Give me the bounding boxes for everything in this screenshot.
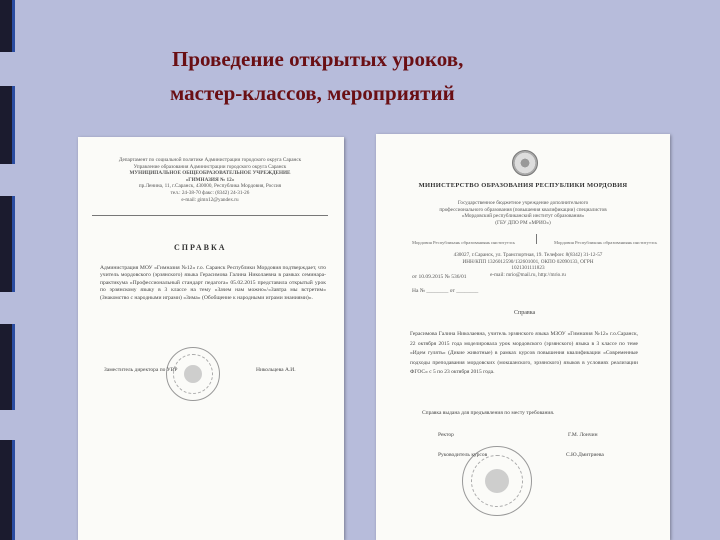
doc2-columns: Мордовия Республикань образованиянь институтэсь	[412, 240, 516, 245]
doc2-columns-right: Мордовия Республиконь образованиянь институтэсь	[554, 240, 658, 245]
doc2-address-line: 430027, г.Саранск, ул. Транспортная, 19. Телефон: 8(8342) 31-12-57	[453, 252, 603, 258]
doc2-sign1-title: Ректор	[438, 432, 454, 438]
doc2-institution-line: «Мордовский республиканский институт образования»	[461, 213, 585, 220]
doc1-divider	[92, 215, 328, 216]
side-bar-1	[0, 0, 15, 52]
doc2-institution-line: профессионального образования (повышения квалификации) специалистов	[439, 206, 607, 213]
side-bar-4	[0, 324, 15, 410]
doc2-title: Справка	[514, 310, 536, 316]
slide-title	[150, 42, 630, 112]
doc1-stamp	[166, 347, 220, 401]
doc2-footer: Справка выдана для предъявления по месту требования.	[422, 410, 555, 416]
side-bar-2	[0, 86, 15, 164]
side-bar-5	[0, 440, 15, 540]
doc2-column-divider	[536, 234, 537, 244]
doc2-date-line: от 10.09.2015 № 536/01	[412, 274, 467, 280]
doc1-header	[92, 157, 328, 203]
doc1-header-line: e-mail: gimn12@yandex.ru	[181, 196, 239, 203]
doc1-body: Администрация МОУ «Гимназия №12» г.о. Саранск Республики Мордовия подтверждает, что учитель мордовского (эрзянского) языка Герасимова Галина Николаевна в рамках семинара-практикума «Профессиональный стандарт педагога» 05.02.2015 представила открытый урок по эрзянскому языку в 3 классе на тему «Зачем нам можно»/«Завтра мы встретим» (Знакомство с народными играми) «Зима» (Обобщение к народными играми знаниями)».	[100, 265, 326, 301]
slide-title-line2: мастер-классов, мероприятий	[170, 81, 455, 105]
doc1-signer-title: Заместитель директора по УВР	[104, 367, 178, 373]
document-spravka-gymnasium	[78, 137, 344, 540]
doc2-address-line: e-mail: mrio@mail.ru, http://mrio.ru	[490, 271, 566, 278]
doc2-institution-line: Государственное бюджетное учреждение дополнительного	[457, 200, 589, 206]
doc1-header-line: «ГИМНАЗИЯ № 12»	[185, 176, 235, 183]
doc2-ministry: МИНИСТЕРСТВО ОБРАЗОВАНИЯ РЕСПУБЛИКИ МОРДОВИЯ	[418, 182, 628, 189]
doc1-header-line: пр.Ленина, 11, г.Саранск, 430000, Республика Мордовия, Россия	[138, 183, 282, 190]
doc2-address	[448, 252, 608, 278]
doc1-header-line: тел.: 24-38-70 факс: (8342) 24-31-26	[170, 189, 250, 196]
doc1-header-line: МУНИЦИПАЛЬНОЕ ОБЩЕОБРАЗОВАТЕЛЬНОЕ УЧРЕЖДЕНИЕ	[129, 170, 291, 177]
doc2-institution	[422, 200, 624, 226]
doc2-sign1-name: Г.М. Лончин	[568, 432, 598, 438]
doc2-address-line: ИНН/КПП 1326012590/132601001, ОКПО 02090133, ОГРН 1021301111823	[462, 258, 594, 272]
doc2-sign2-name: С.Ю.Дмитриева	[566, 452, 604, 458]
doc1-signer-name: Никольцева А.И.	[256, 367, 296, 373]
side-bar-3	[0, 196, 15, 292]
doc2-sign2-title: Руководитель курсов	[438, 452, 488, 458]
doc2-body: Герасимова Галина Николаевна, учитель эрзянского языка МЗОУ «Гимназия №12» г.о.Саранск, 22 октября 2015 года моделировала урок мордовского (эрзянского) языка в 3 классе по теме «Идем гулять» (Дикие животные) в рамках курсов повышения квалификации «Современные подходы преподавания мордовских (мокшанского, эрзянского) языков в условиях реализации ФГОС» с 5 по 23 октября 2015 года.	[410, 331, 638, 376]
doc1-title: СПРАВКА	[174, 243, 227, 252]
doc2-na-line: На № ________ от ________	[412, 288, 479, 294]
doc2-institution-line: (ГБУ ДПО РМ «МРИО»)	[495, 219, 551, 226]
slide-title-line1: Проведение открытых уроков,	[172, 47, 464, 71]
doc1-header-line: Управление образования Администрации городского округа Саранск	[133, 163, 287, 170]
coat-of-arms-icon	[512, 150, 538, 176]
doc1-header-line: Департамент по социальной политике Администрации городского округа Саранск	[118, 157, 302, 163]
document-spravka-ministry	[376, 134, 670, 540]
